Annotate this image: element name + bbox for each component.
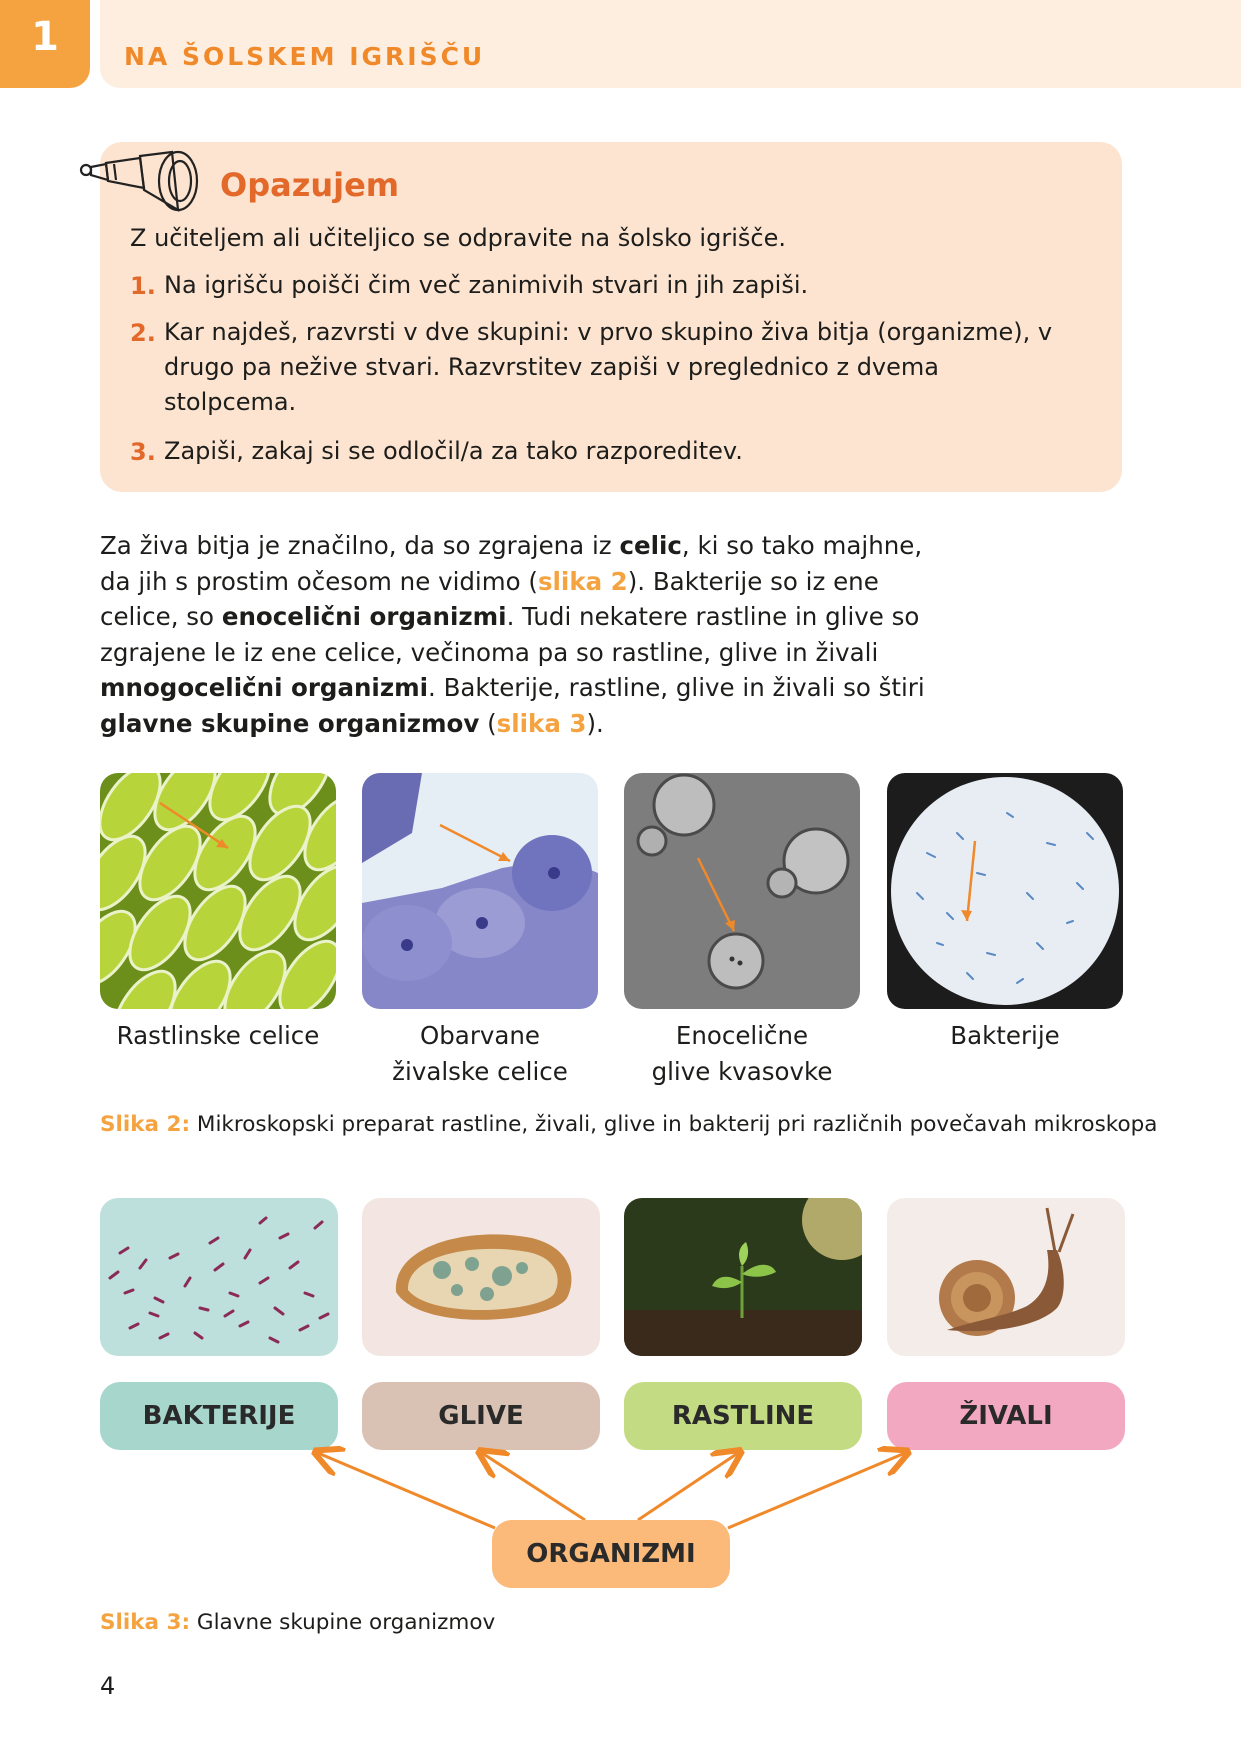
telescope-icon: [78, 150, 203, 216]
step-text: Zapiši, zakaj si se odločil/a za tako razporeditev.: [164, 437, 743, 465]
yeast-cells-photo: [624, 773, 860, 1009]
group-pill-animals: ŽIVALI: [887, 1382, 1125, 1450]
arrow-to-bacteria: [318, 1453, 495, 1528]
fungi-group-photo: [362, 1198, 600, 1356]
group-pill-plants: RASTLINE: [624, 1382, 862, 1450]
organisms-pill: ORGANIZMI: [492, 1520, 730, 1588]
step-text: Na igrišču poišči čim več zanimivih stvari in jih zapiši.: [164, 271, 809, 299]
animals-group-photo: [887, 1198, 1125, 1356]
step-text: Kar najdeš, razvrsti v dve skupini: v prvo skupino živa bitja (organizme), v drugo pa nežive stvari. Razvrstitev zapiši v preglednico z dvema stolpcema.: [164, 318, 1053, 416]
bacteria-photo: [887, 773, 1123, 1009]
term-cells: celic: [619, 531, 682, 560]
step-number: 3.: [130, 438, 156, 466]
photo-caption: Rastlinske celice: [116, 1021, 320, 1050]
figure-3-caption: Slika 3: Glavne skupine organizmov: [100, 1610, 496, 1635]
plant-cells-photo: [100, 773, 336, 1009]
photo-caption: Bakterije: [950, 1021, 1060, 1050]
observe-intro: Z učiteljem ali učiteljico se odpravite na šolsko igrišče.: [130, 224, 786, 252]
figure-ref[interactable]: slika 2: [537, 566, 628, 596]
term-unicellular: enocelični organizmi: [221, 602, 507, 631]
body-paragraph: Za živa bitja je značilno, da so zgrajena iz celic, ki so tako majhne, da jih s prostim očesom ne vidimo (slika 2). Bakterije so iz ene celice, so enocelični organizmi. Tudi nekatere rastline in glive so zgrajene le iz ene celice, večinoma pa so rastline, glive in živali mnogocelični organizmi. Bakterije, rastline, glive in živali so štiri glavne skupine organizmov (slika 3).: [100, 531, 925, 738]
arrow-to-animals: [728, 1453, 905, 1528]
chapter-title: NA ŠOLSKEM IGRIŠČU: [124, 42, 486, 71]
term-multicellular: mnogocelični organizmi: [100, 673, 429, 702]
term-main-groups: glavne skupine organizmov: [100, 708, 480, 738]
step-number: 2.: [130, 319, 156, 347]
group-pill-bacteria: BAKTERIJE: [100, 1382, 338, 1450]
figure-2-caption: Slika 2: Mikroskopski preparat rastline, živali, glive in bakterij pri različnih povečavah mikroskopa: [100, 1112, 1158, 1137]
arrow-to-plants: [638, 1453, 738, 1520]
photo-caption: Obarvane živalske celice: [392, 1021, 568, 1086]
group-pill-fungi: GLIVE: [362, 1382, 600, 1450]
arrow-to-fungi: [482, 1453, 585, 1520]
observe-title: Opazujem: [220, 166, 400, 204]
animal-cells-photo: [362, 773, 598, 1009]
step-number: 1.: [130, 272, 156, 300]
figure-ref[interactable]: slika 3: [496, 708, 587, 738]
bacteria-group-photo: [100, 1198, 338, 1356]
photo-caption: Enocelične glive kvasovke: [651, 1021, 833, 1086]
page-number: 4: [100, 1672, 116, 1700]
chapter-number: 1: [31, 14, 59, 60]
plants-group-photo: [624, 1198, 862, 1356]
